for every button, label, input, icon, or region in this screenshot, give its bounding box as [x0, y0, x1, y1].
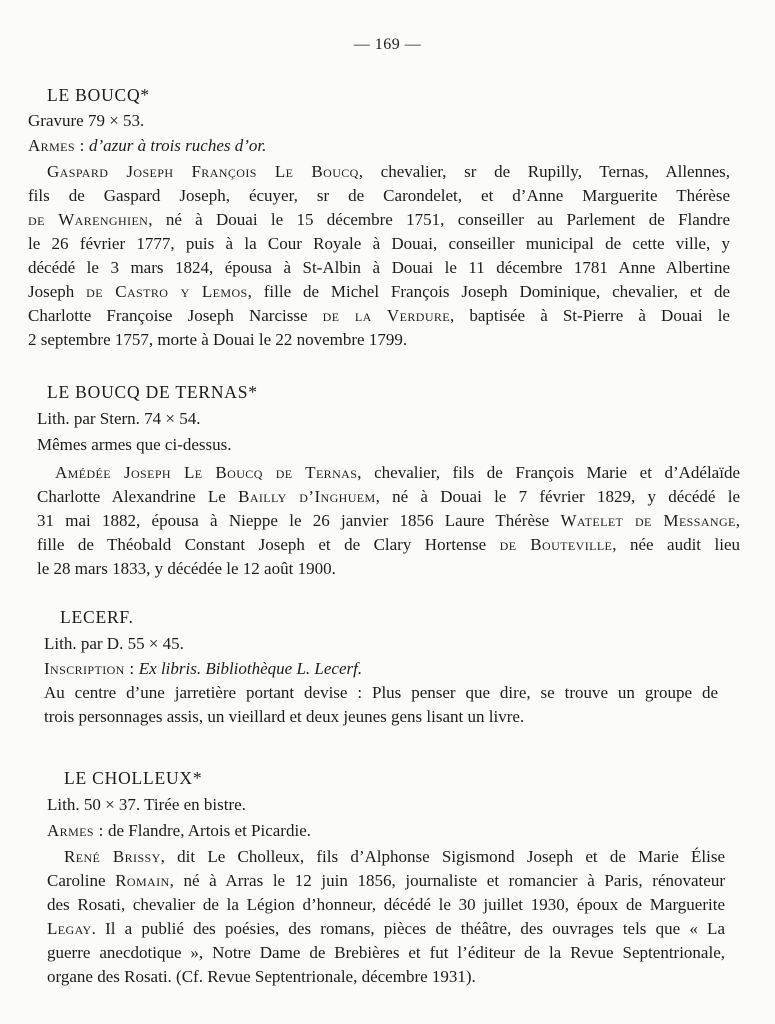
bio-text: fille de Théobald Constant Joseph et de Clary Hortense	[37, 535, 500, 554]
bio-text: Charlotte Françoise Joseph Narcisse	[28, 306, 323, 325]
person-name: Bailly d’Inghuem	[238, 487, 376, 506]
engraving-info: Gravure 79 × 53.	[28, 111, 145, 130]
entry-title: LE BOUCQ*	[47, 85, 150, 105]
page-number: — 169 —	[353, 36, 422, 53]
person-name: Gaspard Joseph François Le Boucq	[47, 162, 359, 181]
person-name: Amédée Joseph Le Boucq de Ternas	[55, 463, 358, 482]
bio-text: , baptisée à St-Pierre à Douai le	[450, 306, 730, 325]
bio-text: , née audit lieu	[612, 535, 740, 554]
arms-line	[28, 135, 266, 157]
bio-text: , chevalier, fils de François Marie et d’Adélaïde	[357, 463, 741, 482]
person-name: de Bouteville	[499, 535, 613, 554]
bio-text: ,	[735, 511, 740, 530]
person-name: Romain	[115, 871, 170, 890]
description-line: Au centre d’une jarretière portant devise : Plus penser que dire, se trouve un groupe de	[44, 683, 718, 702]
bio-line	[37, 486, 740, 508]
arms-text: d’azur à trois ruches d’or.	[88, 136, 267, 155]
bio-line	[47, 918, 725, 940]
entry-title: LECERF.	[60, 607, 134, 627]
arms-text: de Flandre, Artois et Picardie.	[107, 821, 311, 840]
bio-text: , né à Arras le 12 juin 1856, journaliste et romancier à Paris, rénovateur	[169, 871, 725, 890]
bio-text: , chevalier, sr de Rupilly, Ternas, Allennes,	[358, 162, 730, 181]
bio-line: 2 septembre 1757, morte à Douai le 22 novembre 1799.	[28, 330, 408, 349]
bio-text: 31 mai 1882, épousa à Nieppe le 26 janvier 1856 Laure Thérèse	[37, 511, 561, 530]
bio-line: organe des Rosati. (Cf. Revue Septentrionale, décembre 1931).	[47, 967, 476, 986]
bio-line: des Rosati, chevalier de la Légion d’honneur, décédé le 30 juillet 1930, époux de Marguerite	[47, 895, 725, 914]
arms-label: Armes :	[47, 821, 104, 840]
engraving-info: Lith. 50 × 37. Tirée en bistre.	[47, 795, 246, 814]
bio-text: , né à Douai le 15 décembre 1751, conseiller au Parlement de Flandre	[148, 210, 730, 229]
arms-label: Armes :	[28, 136, 85, 155]
bio-line	[37, 534, 740, 556]
bio-line	[28, 209, 730, 231]
bio-line	[64, 846, 725, 868]
bio-line: guerre anecdotique », Notre Dame de Brebières et fut l’éditeur de la Revue Septentrionale,	[47, 943, 725, 962]
arms-text: Mêmes armes que ci-dessus.	[37, 435, 232, 454]
bio-line	[37, 510, 740, 532]
description-line: trois personnages assis, un vieillard et deux jeunes gens lisant un livre.	[44, 707, 525, 726]
engraving-info: Lith. par D. 55 × 45.	[44, 634, 184, 653]
entry-title: LE CHOLLEUX*	[64, 768, 203, 788]
inscription-label: Inscription :	[44, 659, 135, 678]
bio-line: le 26 février 1777, puis à la Cour Royale à Douai, conseiller municipal de cette ville, y	[28, 234, 730, 253]
bio-line	[47, 161, 730, 183]
bio-line	[47, 870, 725, 892]
bio-line	[28, 281, 730, 303]
bio-line	[28, 305, 730, 327]
inscription-line	[44, 658, 362, 680]
entry-title: LE BOUCQ DE TERNAS*	[47, 382, 258, 402]
bio-text: . Il a publié des poésies, des romans, pièces de théâtre, des ouvrages tels que « La	[91, 919, 725, 938]
bio-line	[55, 462, 740, 484]
bio-text: , né à Douai le 7 février 1829, y décédé le	[375, 487, 740, 506]
inscription-text: Ex libris. Bibliothèque L. Lecerf.	[138, 659, 363, 678]
person-name: René Brissy	[64, 847, 161, 866]
person-name: de Warenghien	[28, 210, 149, 229]
person-name: de la Verdure	[322, 306, 451, 325]
engraving-info: Lith. par Stern. 74 × 54.	[37, 409, 201, 428]
bio-text: Charlotte Alexandrine Le	[37, 487, 239, 506]
bio-text: Caroline	[47, 871, 116, 890]
person-name: Watelet de Messange	[560, 511, 736, 530]
bio-text: , dit Le Cholleux, fils d’Alphonse Sigismond Joseph et de Marie Élise	[160, 847, 726, 866]
bio-line: le 28 mars 1833, y décédée le 12 août 1900.	[37, 559, 336, 578]
bio-line: fils de Gaspard Joseph, écuyer, sr de Carondelet, et d’Anne Marguerite Thérèse	[28, 186, 730, 205]
bio-text: Joseph	[28, 282, 87, 301]
bio-line: décédé le 3 mars 1824, épousa à St-Albin à Douai le 11 décembre 1781 Anne Albertine	[28, 258, 730, 277]
person-name: de Castro y Lemos	[86, 282, 248, 301]
person-name: Legay	[47, 919, 92, 938]
arms-line	[47, 820, 311, 842]
bio-text: , fille de Michel François Joseph Dominique, chevalier, et de	[247, 282, 730, 301]
